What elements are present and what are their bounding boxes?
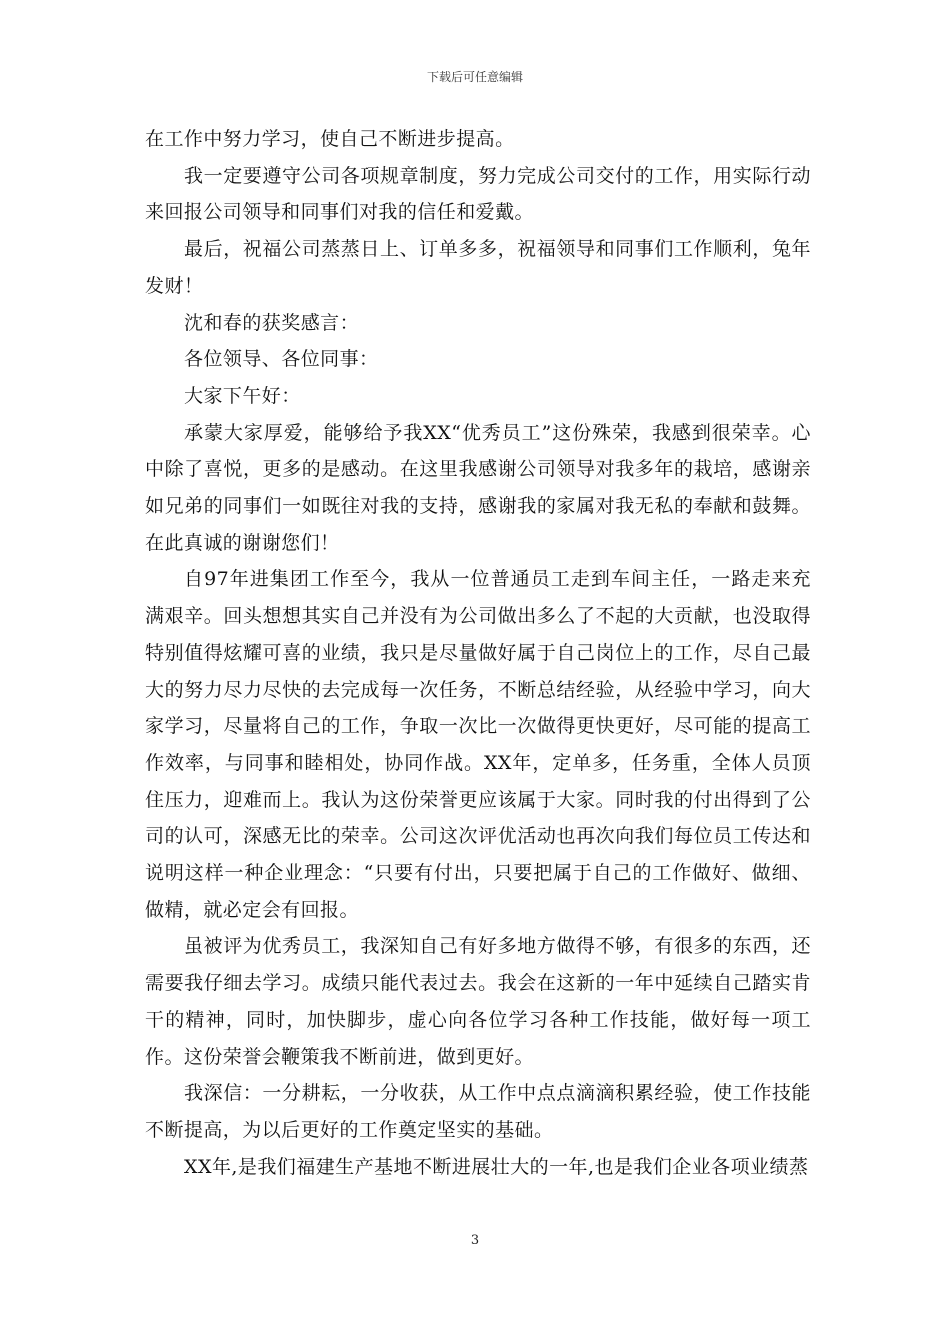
document-body [145, 121, 811, 1185]
greeting: 大家下午好： [184, 384, 301, 407]
paragraph: 最后，祝福公司蒸蒸日上、订单多多，祝福领导和同事们工作顺利，兔年发财！ [145, 238, 811, 297]
paragraph: 在工作中努力学习，使自己不断进步提高。 [145, 128, 515, 150]
paragraph: XX年,是我们福建生产基地不断进展壮大的一年,也是我们企业各项业绩蒸 [184, 1155, 809, 1178]
paragraph: 承蒙大家厚爱，能够给予我XX“优秀员工”这份殊荣，我感到很荣幸。心中除了喜悦，更多的是感动。在这里我感谢公司领导对我多年的栽培，感谢亲如兄弟的同事们一如既往对我的支持，感谢我的家属对我无私的奉献和鼓舞。在此真诚的谢谢您们！ [145, 421, 811, 554]
paragraph: 自97年进集团工作至今，我从一位普通员工走到车间主任，一路走来充满艰辛。回头想想其实自己并没有为公司做出多么了不起的大贡献，也没取得特别值得炫耀可喜的业绩，我只是尽量做好属于自己岗位上的工作，尽自己最大的努力尽力尽快的去完成每一次任务，不断总结经验，从经验中学习，向大家学习，尽量将自己的工作，争取一次比一次做得更快更好，尽可能的提高工作效率，与同事和睦相处，协同作战。XX年，定单多，任务重，全体人员顶住压力，迎难而上。我认为这份荣誉更应该属于大家。同时我的付出得到了公司的认可，深感无比的荣幸。公司这次评优活动也再次向我们每位员工传达和说明这样一种企业理念：“只要有付出，只要把属于自己的工作做好、做细、做精，就必定会有回报。 [145, 568, 811, 921]
paragraph: 我深信：一分耕耘，一分收获，从工作中点点滴滴积累经验，使工作技能不断提高，为以后更好的工作奠定坚实的基础。 [145, 1082, 811, 1141]
paragraph: 虽被评为优秀员工，我深知自己有好多地方做得不够，有很多的东西，还需要我仔细去学习。成绩只能代表过去。我会在这新的一年中延续自己踏实肯干的精神，同时，加快脚步，虚心向各位学习各种工作技能，做好每一项工作。这份荣誉会鞭策我不断前进，做到更好。 [145, 935, 811, 1068]
page-header: 下载后可任意编辑 [426, 70, 523, 84]
speech-title: 沈和春的获奖感言： [184, 311, 360, 334]
page-number: 3 [470, 1233, 480, 1248]
salutation: 各位领导、各位同事： [184, 348, 379, 371]
paragraph: 我一定要遵守公司各项规章制度，努力完成公司交付的工作，用实际行动来回报公司领导和同事们对我的信任和爱戴。 [145, 164, 811, 224]
